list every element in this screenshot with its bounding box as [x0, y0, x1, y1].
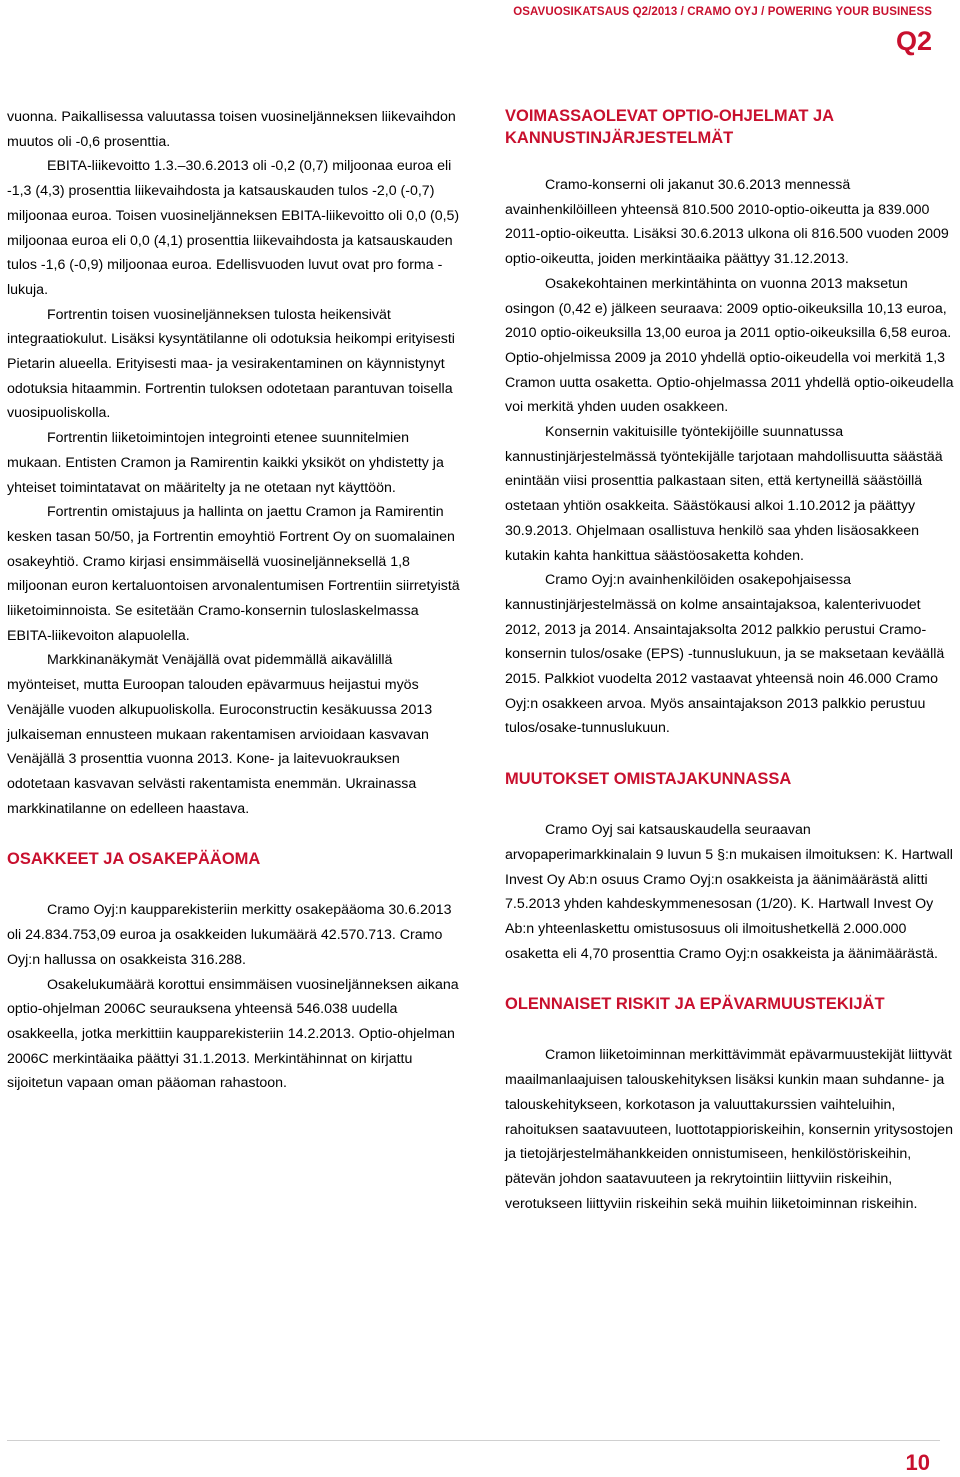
paragraph: Markkinanäkymät Venäjällä ovat pidemmällä aikavälillä myönteiset, mutta Euroopan talouden epävarmuus heijastui myös Venäjälle vuoden alkupuoliskolla. Euroconstructin kesäkuussa 2013 julkaiseman ennusteen mukaan rakentamisen arvioidaan kasvavan Venäjällä 3 prosenttia vuonna 2013. Kone- ja laitevuokrauksen odotetaan kasvavan selvästi rakentamista enemmän. Ukrainassa markkinatilanne on edelleen haastava.: [7, 652, 433, 817]
paragraph: Cramo-konserni oli jakanut 30.6.2013 mennessä avainhenkilöilleen yhteensä 810.500 2010-optio-oikeutta ja 839.000 2011-optio-oikeutta. Lisäksi 30.6.2013 ulkona oli 816.500 vuoden 2009 optio-oikeutta, joiden merkintäaika päättyy 31.12.2013.: [505, 177, 949, 268]
paragraph: Cramo Oyj:n avainhenkilöiden osakepohjaisessa kannustinjärjestelmässä on kolme ansaintajaksoa, kalenterivuodet 2012, 2013 ja 2014. Ansaintajaksolta 2012 palkkio perustui Cramo-konsernin tulos/osake (EPS) -tunnuslukuun, ja se maksetaan keväällä 2015. Palkkiot vuodelta 2012 vastaavat yhteensä noin 46.000 Cramo Oyj:n osakkeen arvoa. Myös ansaintajakson 2013 palkkio perustuu tulos/osake-tunnuslukuun.: [505, 572, 945, 737]
paragraph: Osakekohtainen merkintähinta on vuonna 2013 maksetun osingon (0,42 e) jälkeen seuraava: 2009 optio-oikeuksilla 10,13 euroa, 2010 optio-oikeuksilla 13,00 euroa ja 2011 optio-oikeuksilla 6,58 euroa. Optio-ohjelmissa 2009 ja 2010 yhdellä optio-oikeudella voi merkitä 1,3 Cramon uutta osaketta. Optio-ohjelmassa 2011 yhdellä optio-oikeudella voi merkitä yhden uuden osakkeen.: [505, 275, 954, 416]
quarter-label: Q2: [895, 26, 932, 56]
section-heading-shares: OSAKKEET JA OSAKEPÄÄOMA: [7, 850, 261, 869]
paragraph: Fortrentin toisen vuosineljänneksen tulosta heikensivät integraatiokulut. Lisäksi kysyntätilanne oli odotuksia heikompi erityisesti Pietarin alueella. Erityisesti maa- ja vesirakentaminen on käynnistynyt odotuksia hitaammin. Fortrentin tuloksen odotetaan parantuvan toisella vuosipuoliskolla.: [7, 306, 455, 422]
paragraph: Fortrentin liiketoimintojen integrointi etenee suunnitelmien mukaan. Entisten Cramon ja Ramirentin kaikki yksiköt on yhdistetty ja yhteiset toimintatavat on määritelty ja ne otetaan nyt käyttöön.: [7, 430, 444, 496]
section-heading-risks: OLENNAISET RISKIT JA EPÄVARMUUSTEKIJÄT: [505, 995, 885, 1014]
section-heading-options: VOIMASSAOLEVAT OPTIO-OHJELMAT JA KANNUSTINJÄRJESTELMÄT: [505, 107, 834, 147]
paragraph: Cramo Oyj sai katsauskaudella seuraavan arvopaperimarkkinalain 9 luvun 5 §:n mukaisen ilmoituksen: K. Hartwall Invest Oy Ab:n osuus Cramo Oyj:n osakkeista ja äänimäärästä alitti 7.5.2013 yhden kahdeskymmenesosan (1/20). K. Hartwall Invest Oy Ab:n yhteenlaskettu omistusosuus oli ilmoitushetkellä 2.000.000 osaketta eli 4,70 prosenttia Cramo Oyj:n osakkeista ja äänimäärästä.: [505, 822, 953, 962]
section-heading-ownership: MUUTOKSET OMISTAJAKUNNASSA: [505, 770, 792, 789]
right-column: [505, 105, 955, 1216]
paragraph: Konsernin vakituisille työntekijöille suunnatussa kannustinjärjestelmässä työntekijälle tarjotaan mahdollisuutta säästää enintään viisi prosenttia palkastaan siten, että kertyneillä säästöillä ostetaan yhtiön osakkeita. Säästökausi alkoi 1.10.2012 ja päättyy 30.9.2013. Ohjelmaan osallistuva henkilö saa yhden lisäosakkeen kutakin kahta hankittua säästöosaketta kohden.: [505, 424, 943, 564]
left-column: [7, 105, 463, 1096]
paragraph: Cramon liiketoiminnan merkittävimmät epävarmuustekijät liittyvät maailmanlaajuisen talouskehityksen lisäksi kunkin maan suhdanne- ja talouskehitykseen, korkotason ja valuuttakurssien vaihteluihin, rahoituksen saatavuuteen, luottotappioriskeihin, konsernin yritysostojen ja tietojärjestelmähankkeiden onnistumiseen, henkilöstöriskeihin, pätevän johdon saatavuuteen ja rekrytointiin liittyviin riskeihin, verotukseen liittyviin riskeihin sekä muihin liiketoiminnan riskeihin.: [505, 1047, 953, 1212]
paragraph: Cramo Oyj:n kaupparekisteriin merkitty osakepääoma 30.6.2013 oli 24.834.753,09 euroa ja osakkeiden lukumäärä 42.570.713. Cramo Oyj:n hallussa on osakkeista 316.288.: [7, 902, 452, 968]
running-header: OSAVUOSIKATSAUS Q2/2013 / CRAMO OYJ / POWERING YOUR BUSINESS: [513, 6, 932, 18]
paragraph: vuonna. Paikallisessa valuutassa toisen vuosineljänneksen liikevaihdon muutos oli -0,6 prosenttia.: [7, 109, 456, 150]
page-number: 10: [905, 1450, 930, 1475]
paragraph: Fortrentin omistajuus ja hallinta on jaettu Cramon ja Ramirentin kesken tasan 50/50, ja Fortrentin emoyhtiö Fortrent Oy on suomalainen osakeyhtiö. Cramo kirjasi ensimmäisellä vuosineljänneksellä 1,8 miljoonan euron kertaluontoisen arvonalentumisen Fortrentiin siirretyistä liiketoiminnoista. Se esitetään Cramo-konsernin tuloslaskelmassa EBITA-liikevoiton alapuolella.: [7, 504, 460, 644]
paragraph: Osakelukumäärä korottui ensimmäisen vuosineljänneksen aikana optio-ohjelman 2006C seurauksena yhteensä 546.038 uudella osakkeella, jotka merkittiin kaupparekisteriin 14.2.2013. Optio-ohjelman 2006C merkintäaika päättyi 31.1.2013. Merkintähinnat on kirjattu sijoitetun vapaan oman pääoman rahastoon.: [7, 976, 459, 1092]
footer-divider: [7, 1440, 940, 1441]
paragraph: EBITA-liikevoitto 1.3.–30.6.2013 oli -0,2 (0,7) miljoonaa euroa eli -1,3 (4,3) prosenttia liikevaihdosta ja katsauskauden tulos -2,0 (-0,7) miljoonaa euroa. Toisen vuosineljänneksen EBITA-liikevoitto oli 0,0 (0,5) miljoonaa euroa eli 0,0 (4,1) prosenttia liikevaihdosta ja katsauskauden tulos -1,6 (-0,9) miljoonaa euroa. Edellisvuoden luvut ovat pro forma -lukuja.: [7, 158, 460, 298]
